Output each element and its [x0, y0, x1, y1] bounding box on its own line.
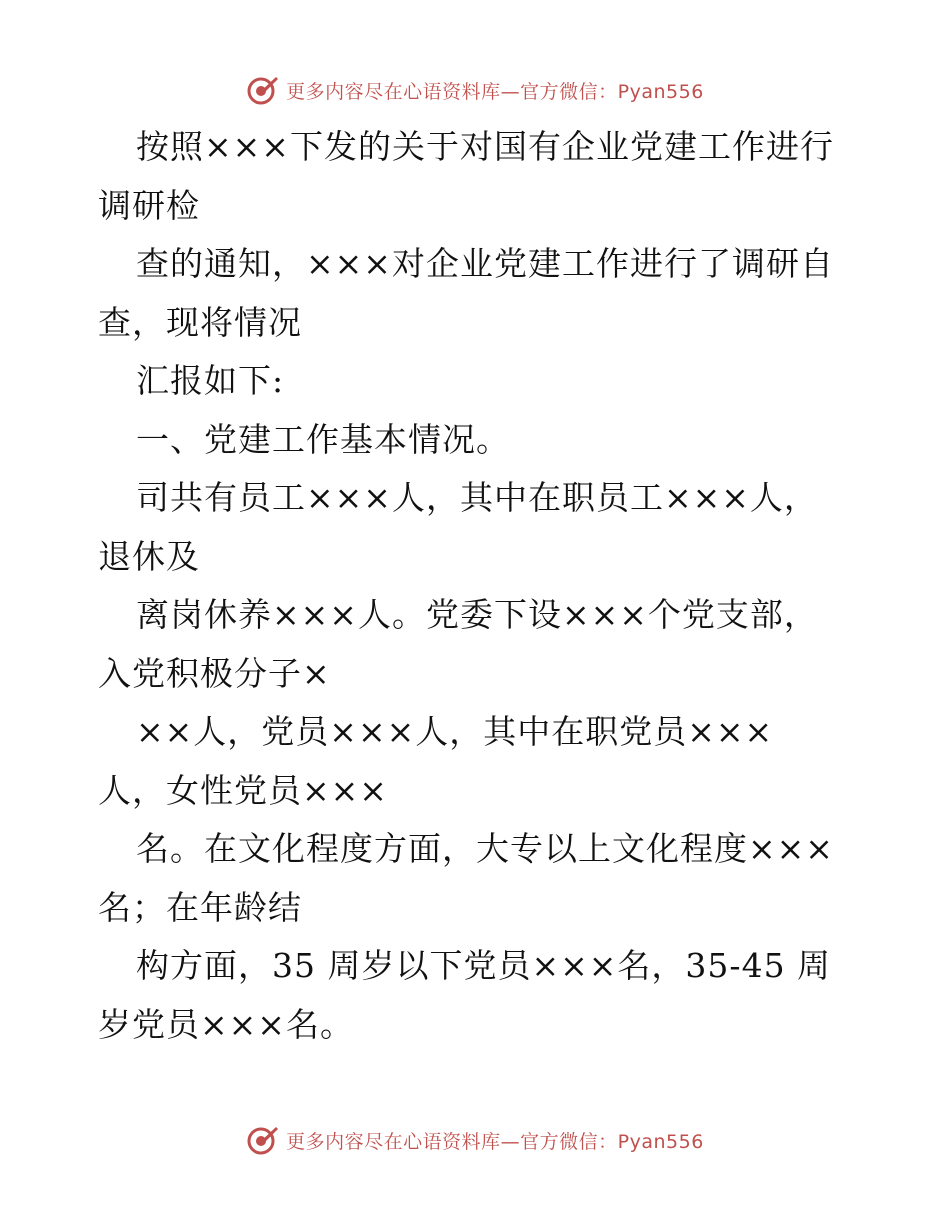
paragraph-2-line-1: 查的通知，×××对企业党建工作进行了调研自 — [136, 244, 834, 283]
paragraph-6-line-2: 入党积极分子× — [98, 653, 331, 693]
section-heading-text: 一、党建工作基本情况。 — [136, 419, 510, 459]
paragraph-3 — [98, 352, 858, 411]
footer-watermark — [0, 1120, 950, 1160]
paragraph-2 — [98, 235, 858, 352]
section-heading — [98, 411, 858, 470]
header-watermark-text: 更多内容尽在心语资料库—官方微信：Pyan556 — [286, 80, 704, 103]
paragraph-9-line-2: 岁党员×××名。 — [98, 1004, 354, 1044]
paragraph-8-line-2: 名；在年龄结 — [98, 887, 302, 927]
header-watermark — [0, 70, 950, 110]
paragraph-8 — [98, 820, 858, 937]
paragraph-3-line-1: 汇报如下: — [136, 361, 285, 400]
paragraph-5-line-1: 司共有员工×××人，其中在职员工×××人， — [136, 478, 818, 517]
paragraph-5 — [98, 469, 858, 586]
footer-watermark-text: 更多内容尽在心语资料库—官方微信：Pyan556 — [286, 1130, 704, 1153]
document-body — [98, 118, 858, 1054]
paragraph-6 — [98, 586, 858, 703]
paragraph-9 — [98, 937, 858, 1054]
paragraph-7-line-2: 人，女性党员××× — [98, 770, 388, 810]
paragraph-8-line-1: 名。在文化程度方面，大专以上文化程度××× — [136, 829, 834, 868]
paragraph-1-line-2: 调研检 — [98, 185, 200, 225]
pen-logo-icon — [246, 73, 280, 107]
paragraph-7 — [98, 703, 858, 820]
paragraph-2-line-2: 查，现将情况 — [98, 302, 302, 342]
paragraph-7-line-1: ××人，党员×××人，其中在职党员××× — [136, 712, 774, 751]
paragraph-1-line-1: 按照×××下发的关于对国有企业党建工作进行 — [136, 127, 834, 166]
paragraph-9-line-1: 构方面，35 周岁以下党员×××名，35-45 周 — [136, 946, 832, 985]
paragraph-5-line-2: 退休及 — [98, 536, 200, 576]
paragraph-1 — [98, 118, 858, 235]
paragraph-6-line-1: 离岗休养×××人。党委下设×××个党支部， — [136, 595, 818, 634]
pen-logo-icon — [246, 1123, 280, 1157]
